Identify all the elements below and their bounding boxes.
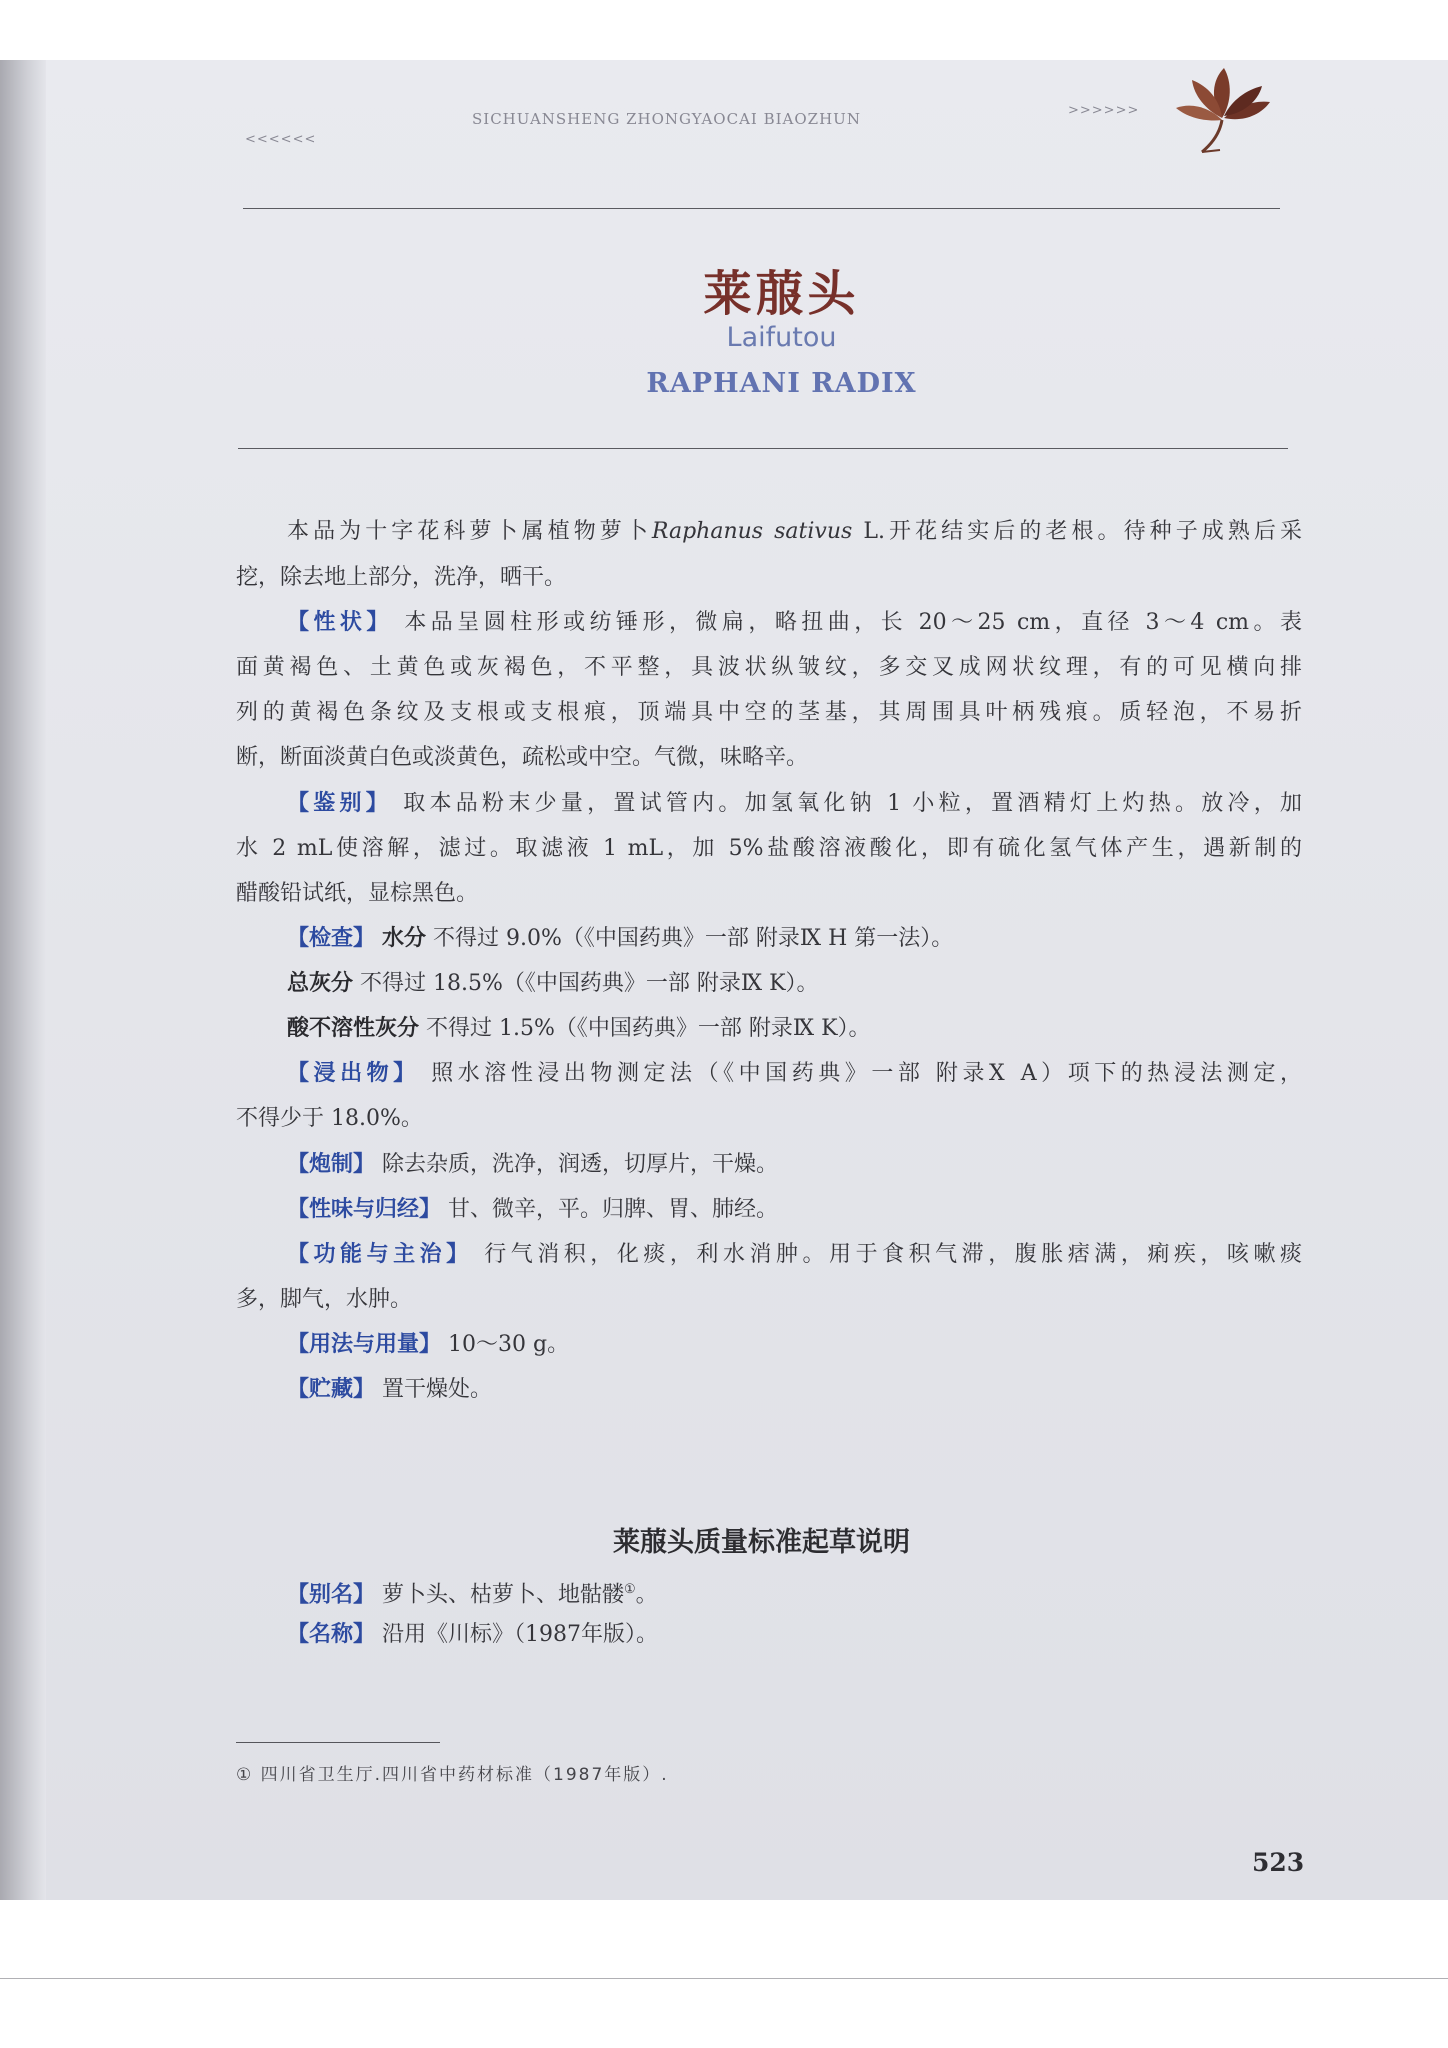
yongfa-line: 【用法与用量】 10～30 g。	[287, 1332, 570, 1357]
xingzhuang-line-2: 面黄褐色、土黄色或灰褐色，不平整，具波状纵皱纹，多交叉成网状纹理，有的可见横向排	[236, 655, 1302, 680]
section-label: 【用法与用量】	[287, 1332, 442, 1357]
section-label: 【性状】	[287, 610, 393, 635]
section-label: 【性味与归经】	[287, 1197, 442, 1222]
bieming-line: 【别名】 萝卜头、枯萝卜、地骷髅①。	[287, 1582, 658, 1608]
xingzhuang-line-1: 【性状】 本品呈圆柱形或纺锤形，微扁，略扭曲，长 20～25 cm，直径 3～4 cm。表	[287, 610, 1302, 635]
title-rule-top	[243, 208, 1280, 209]
page-number: 523	[1252, 1848, 1305, 1877]
footnote-rule	[236, 1742, 440, 1743]
section-label: 【炮制】	[287, 1152, 376, 1177]
intro-line-2: 挖，除去地上部分，洗净，晒干。	[236, 565, 567, 590]
section-label: 【浸出物】	[287, 1061, 420, 1086]
footnote-ref: ①	[624, 1582, 636, 1597]
gongneng-line-1: 【功能与主治】 行气消积，化痰，利水消肿。用于食积气滞，腹胀痞满，痢疾，咳嗽痰	[287, 1242, 1302, 1267]
jianbie-line-3: 醋酸铅试纸，显棕黑色。	[236, 881, 479, 906]
monograph-pinyin: Laifutou	[726, 322, 837, 353]
monograph-latin-name: RAPHANI RADIX	[646, 368, 917, 399]
footnote: ① 四川省卫生厅.四川省中药材标准（1987年版）.	[236, 1765, 669, 1785]
paozhi-line: 【炮制】 除去杂质，洗净，润透，切厚片，干燥。	[287, 1152, 779, 1177]
jianbie-line-1: 【鉴别】 取本品粉末少量，置试管内。加氢氧化钠 1 小粒，置酒精灯上灼热。放冷，加	[287, 791, 1302, 816]
leaf-ornament-icon	[1162, 60, 1282, 160]
xingwei-line: 【性味与归经】 甘、微辛，平。归脾、胃、肺经。	[287, 1197, 779, 1222]
zhucang-line: 【贮藏】 置干燥处。	[287, 1377, 493, 1402]
intro-line-1: 本品为十字花科萝卜属植物萝卜Raphanus sativus L.开花结实后的老根。待种子成熟后采	[287, 519, 1302, 544]
section-label: 【功能与主治】	[287, 1242, 473, 1267]
gongneng-line-2: 多，脚气，水肿。	[236, 1287, 413, 1312]
running-header-title: SICHUANSHENG ZHONGYAOCAI BIAOZHUN	[472, 110, 861, 128]
section-label: 【鉴别】	[287, 791, 393, 816]
title-rule-bottom	[238, 448, 1288, 449]
scan-bottom-rule	[0, 1978, 1448, 1979]
section-label: 【贮藏】	[287, 1377, 376, 1402]
jianbie-line-2: 水 2 mL使溶解，滤过。取滤液 1 mL，加 5%盐酸溶液酸化，即有硫化氢气体产生，遇新制的	[236, 836, 1302, 861]
jiancha-line-acid: 酸不溶性灰分 不得过 1.5%（《中国药典》一部 附录Ⅸ K）。	[287, 1016, 871, 1041]
drafting-notes-title: 莱菔头质量标准起草说明	[613, 1527, 910, 1558]
xingzhuang-line-3: 列的黄褐色条纹及支根或支根痕，顶端具中空的茎基，其周围具叶柄残痕。质轻泡，不易折	[236, 700, 1302, 725]
header-right-marks: >>>>>>	[1068, 103, 1140, 118]
section-label: 【检查】	[287, 926, 376, 951]
page-photo	[0, 60, 1448, 1900]
section-label: 【名称】	[287, 1622, 376, 1647]
monograph-title: 莱菔头	[703, 266, 860, 322]
section-label: 【别名】	[287, 1582, 376, 1608]
xingzhuang-line-4: 断，断面淡黄白色或淡黄色，疏松或中空。气微，味略辛。	[236, 745, 809, 770]
jiancha-line-ash: 总灰分 不得过 18.5%（《中国药典》一部 附录Ⅸ K）。	[287, 971, 819, 996]
jiancha-line-water: 【检查】 水分 不得过 9.0%（《中国药典》一部 附录Ⅸ H 第一法）。	[287, 926, 954, 951]
mingcheng-line: 【名称】 沿用《川标》（1987年版）。	[287, 1622, 658, 1647]
jinchu-line-1: 【浸出物】 照水溶性浸出物测定法（《中国药典》一部 附录Ⅹ A）项下的热浸法测定，	[287, 1061, 1302, 1086]
jinchu-line-2: 不得少于 18.0%。	[236, 1106, 423, 1131]
header-left-marks: <<<<<<	[245, 132, 317, 147]
